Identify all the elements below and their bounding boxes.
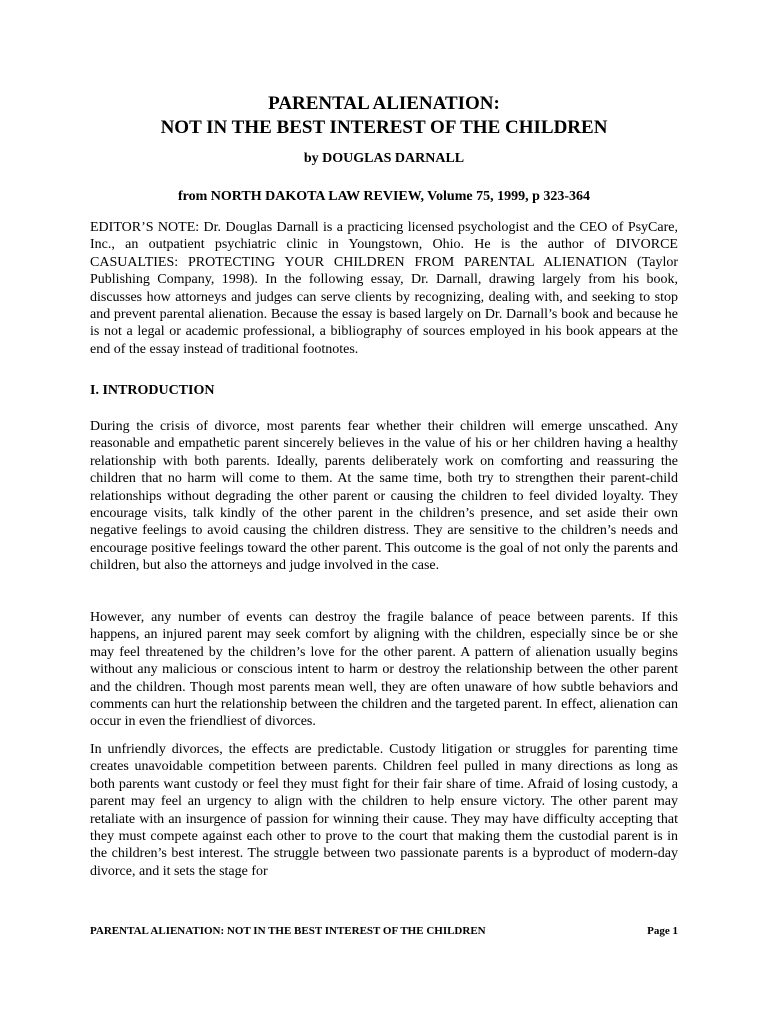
title-line-2: NOT IN THE BEST INTEREST OF THE CHILDREN <box>160 117 608 138</box>
editors-note: EDITOR’S NOTE: Dr. Douglas Darnall is a practicing licensed psychologist and the CEO of PsyCare, Inc., an outpatient psychiatric clinic in Youngstown, Ohio. He is the author of DIVORCE CASUALTIES: PROTECTING YOUR CHILDREN FROM PARENTAL ALIENATION (Taylor Publishing Company, 1998). In the following essay, Dr. Darnall, drawing largely from his book, discusses how attorneys and judges can serve clients by recognizing, dealing with, and seeking to stop and prevent parental alienation. Because the essay is based largely on Dr. Darnall’s book and because he is not a legal or academic professional, a bibliography of sources employed in his book appears at the end of the essay instead of traditional footnotes. <box>90 220 678 357</box>
paragraph-3: In unfriendly divorces, the effects are predictable. Custody litigation or struggles for parenting time creates unavoidable competition between parents. Children feel pulled in many directions as long as both parents want custody or feel they must fight for their fair share of time. Afraid of losing custody, a parent may feel an urgency to align with the children to help ensure victory. The other parent may retaliate with an insurgence of passion for winning their cause. They may have difficulty accepting that they must compete against each other to prove to the court that making them the custodial parent is in the children’s best interest. The struggle between two passionate parents is a byproduct of modern-day divorce, and it sets the stage for <box>90 742 678 879</box>
page-number: Page 1 <box>647 925 678 937</box>
document-title <box>60 92 708 140</box>
paragraph-1: During the crisis of divorce, most parents fear whether their children will emerge unscathed. Any reasonable and empathetic parent sincerely believes in the value of his or her children having a healthy relationship with both parents. Ideally, parents deliberately work on comforting and reassuring the children that no harm will come to them. At the same time, both try to strengthen their parent-child relationships without degrading the other parent or causing the children to feel divided loyalty. They encourage visits, talk kindly of the other parent in the children’s presence, and set aside their own negative feelings to avoid causing the children distress. They are sensitive to the children’s needs and encourage positive feelings toward the other parent. This outcome is the goal of not only the parents and children, but also the attorneys and judge involved in the case. <box>90 419 678 574</box>
title-line-1: PARENTAL ALIENATION: <box>268 93 500 114</box>
section-heading: I. INTRODUCTION <box>90 383 215 398</box>
page-footer <box>90 924 678 938</box>
author-byline: by DOUGLAS DARNALL <box>303 151 465 166</box>
footer-title: PARENTAL ALIENATION: NOT IN THE BEST INTEREST OF THE CHILDREN <box>90 925 486 937</box>
paragraph-2: However, any number of events can destroy the fragile balance of peace between parents. If this happens, an injured parent may seek comfort by aligning with the children, especially since be or she may feel threatened by the children’s love for the other parent. A pattern of alienation usually begins without any malicious or conscious intent to harm or destroy the relationship between the other parent and the children. Though most parents mean well, they are often unaware of how subtle behaviors and comments can hurt the relationship between the children and the targeted parent. In effect, alienation can occur in even the friendliest of divorces. <box>90 610 678 730</box>
source-citation: from NORTH DAKOTA LAW REVIEW, Volume 75, 1999, p 323-364 <box>177 189 591 204</box>
